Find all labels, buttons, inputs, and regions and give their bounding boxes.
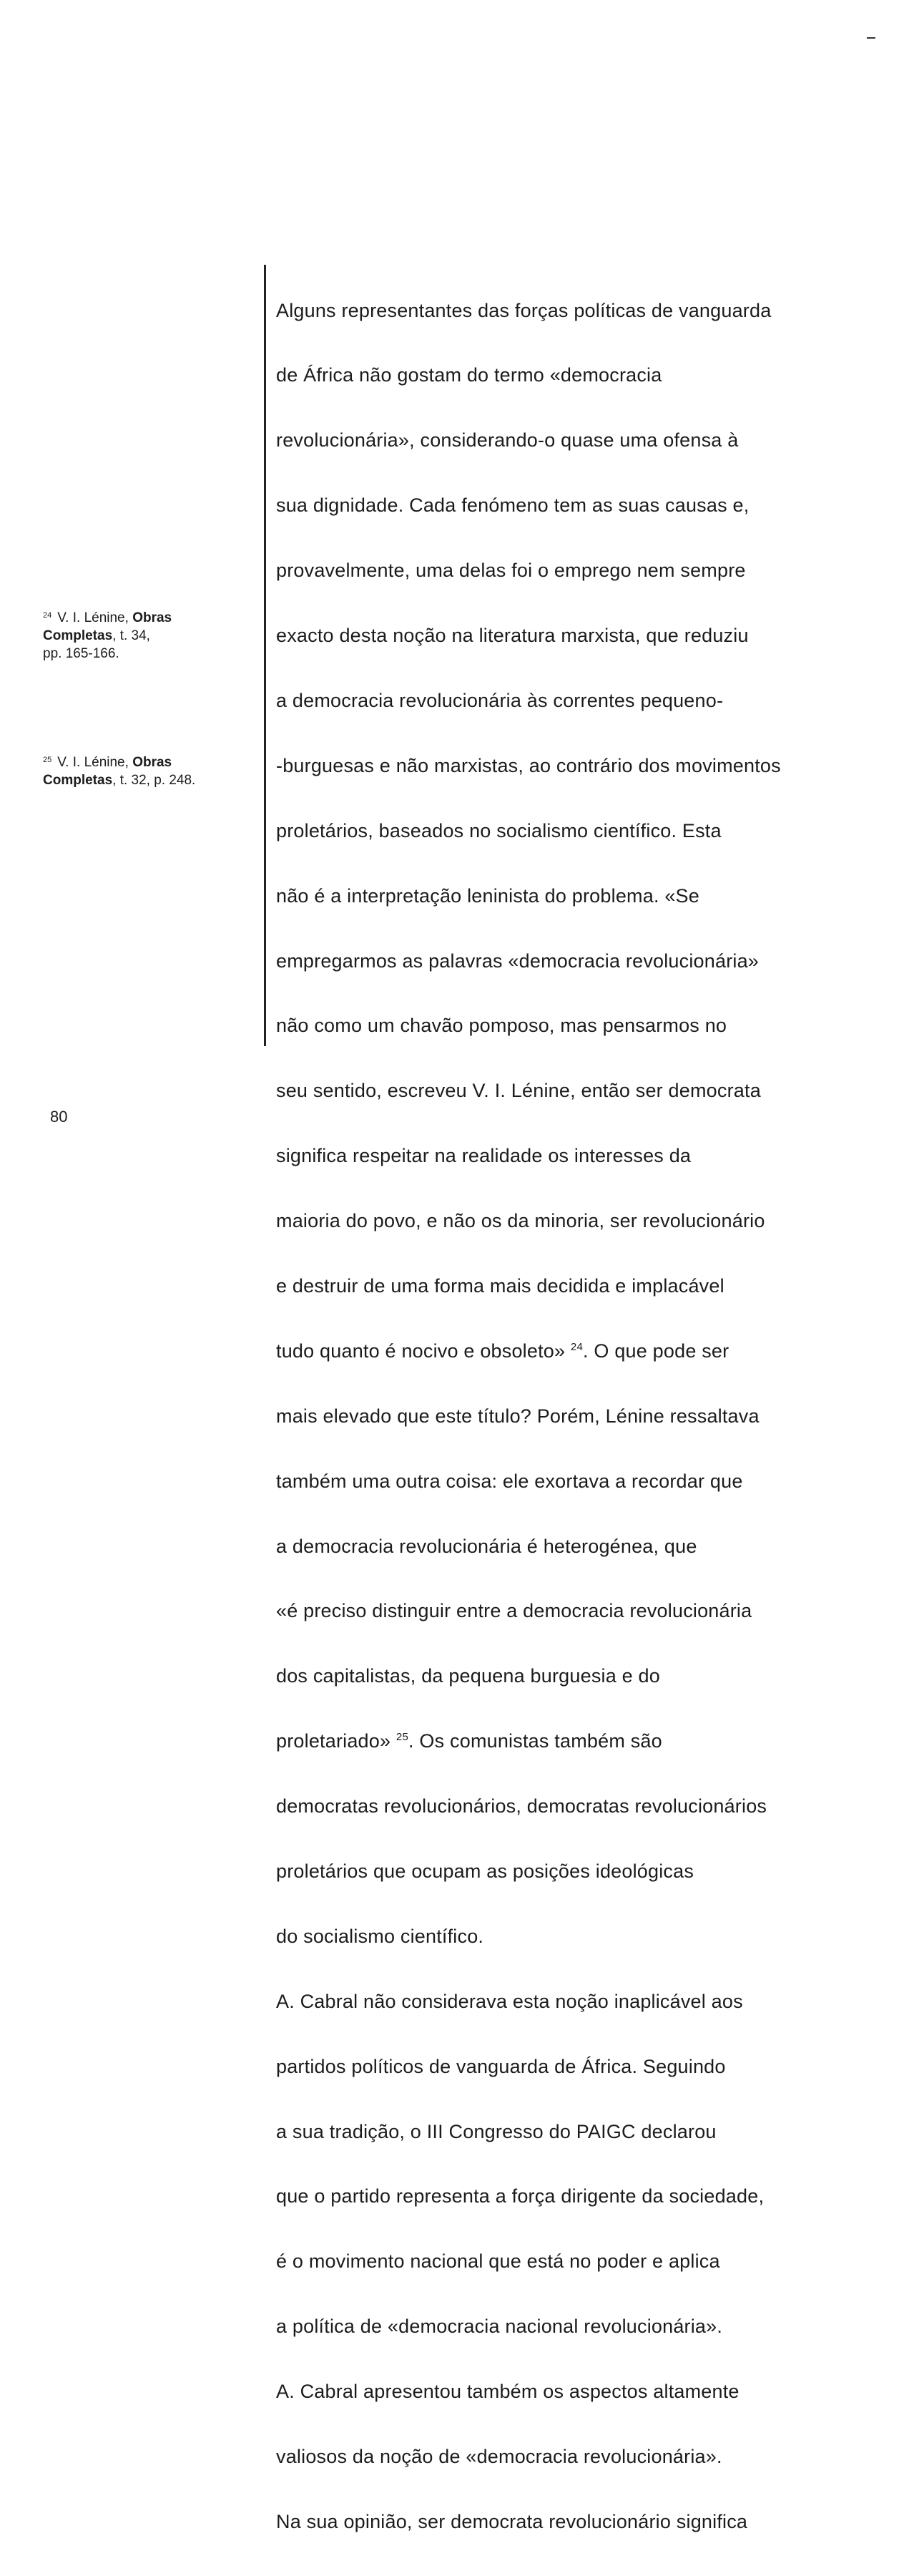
footnote-ref-24: 24: [570, 1340, 584, 1353]
footnote-ref-25: 25: [395, 1731, 409, 1744]
footnote-25: [43, 751, 257, 789]
text-line: do socialismo científico.: [276, 1925, 484, 1947]
text-line: sua dignidade. Cada fenómeno tem as suas causas e,: [276, 494, 750, 517]
text-line: dos capitalistas, da pequena burguesia e do: [276, 1665, 660, 1687]
text-segment: tudo quanto é nocivo e obsoleto»: [276, 1340, 571, 1362]
text-line: e destruir de uma forma mais decidida e implacável: [276, 1274, 724, 1297]
text-line: Na sua opinião, ser democrata revolucionário significa: [276, 2510, 748, 2532]
text-line: de África não gostam do termo «democracia: [276, 364, 662, 386]
text-line: valiosos da noção de «democracia revolucionária».: [276, 2445, 722, 2467]
text-line: maioria do povo, e não os da minoria, ser revolucionário: [276, 1210, 765, 1232]
text-segment: . O que pode ser: [583, 1340, 729, 1362]
text-line: também uma outra coisa: ele exortava a recordar que: [276, 1470, 743, 1492]
footnote-24: [43, 607, 257, 663]
text-line: proletários, baseados no socialismo científico. Esta: [276, 819, 722, 841]
footnote-line: [43, 607, 257, 627]
text-line: democratas revolucionários, democratas revolucionários: [276, 1795, 767, 1818]
text-line: empregarmos as palavras «democracia revolucionária»: [276, 950, 760, 972]
text-line: não como um chavão pomposo, mas pensarmos no: [276, 1015, 727, 1037]
footnote-author: V. I. Lénine,: [57, 610, 133, 625]
footnote-work-title: Obras: [132, 610, 172, 625]
text-line: não é a interpretação leninista do problema. «Se: [276, 884, 699, 907]
footnote-volume: , t. 32, p. 248.: [112, 773, 196, 788]
text-line: partidos políticos de vanguarda de África. Seguindo: [276, 2055, 726, 2077]
text-line-with-ref-25: [276, 1730, 848, 1752]
text-segment: . Os comunistas também são: [408, 1730, 662, 1752]
main-text-column: [276, 256, 848, 2576]
footnote-number: 24: [43, 611, 52, 620]
text-line: A. Cabral não considerava esta noção inaplicável aos: [276, 1990, 743, 2012]
corner-dash-mark: [867, 37, 875, 39]
footnote-pages: pp. 165-166.: [43, 646, 119, 661]
text-line: a democracia revolucionária é heterogénea, que: [276, 1535, 697, 1557]
text-line: provavelmente, uma delas foi o emprego nem sempre: [276, 560, 746, 582]
text-line: Alguns representantes das forças políticas de vanguarda: [276, 299, 772, 321]
footnote-work-title: Completas: [43, 773, 113, 788]
text-line: a sua tradição, o III Congresso do PAIGC declarou: [276, 2120, 717, 2142]
text-line: A. Cabral apresentou também os aspectos altamente: [276, 2381, 740, 2403]
text-line: revolucionária», considerando-o quase uma ofensa à: [276, 429, 739, 452]
footnote-volume: , t. 34,: [112, 628, 150, 643]
text-line: a democracia revolucionária às correntes pequeno-: [276, 689, 724, 711]
footnote-number: 25: [43, 756, 52, 764]
text-line: é o movimento nacional que está no poder e aplica: [276, 2250, 720, 2273]
footnote-work-title: Obras: [132, 755, 172, 770]
text-line: exacto desta noção na literatura marxista, que reduziu: [276, 625, 749, 647]
text-line: -burguesas e não marxistas, ao contrário dos movimentos: [276, 754, 781, 776]
text-line: a política de «democracia nacional revolucionária».: [276, 2316, 723, 2338]
margin-vertical-rule: [264, 265, 266, 1046]
footnote-author: V. I. Lénine,: [57, 755, 133, 770]
footnote-line: [43, 627, 257, 645]
text-line: «é preciso distinguir entre a democracia revolucionária: [276, 1600, 752, 1622]
footnote-work-title: Completas: [43, 628, 113, 643]
text-line: proletários que ocupam as posições ideológicas: [276, 1860, 694, 1882]
footnote-line: [43, 771, 257, 789]
text-line: significa respeitar na realidade os interesses da: [276, 1145, 692, 1167]
footnote-line: [43, 751, 257, 771]
text-line-with-ref-24: [276, 1340, 848, 1362]
text-line: que o partido representa a força dirigente da sociedade,: [276, 2185, 765, 2207]
text-line: seu sentido, escreveu V. I. Lénine, então ser democrata: [276, 1080, 761, 1102]
text-line: mais elevado que este título? Porém, Lénine ressaltava: [276, 1405, 760, 1427]
page-number: 80: [50, 1108, 68, 1126]
text-segment: proletariado»: [276, 1730, 396, 1752]
